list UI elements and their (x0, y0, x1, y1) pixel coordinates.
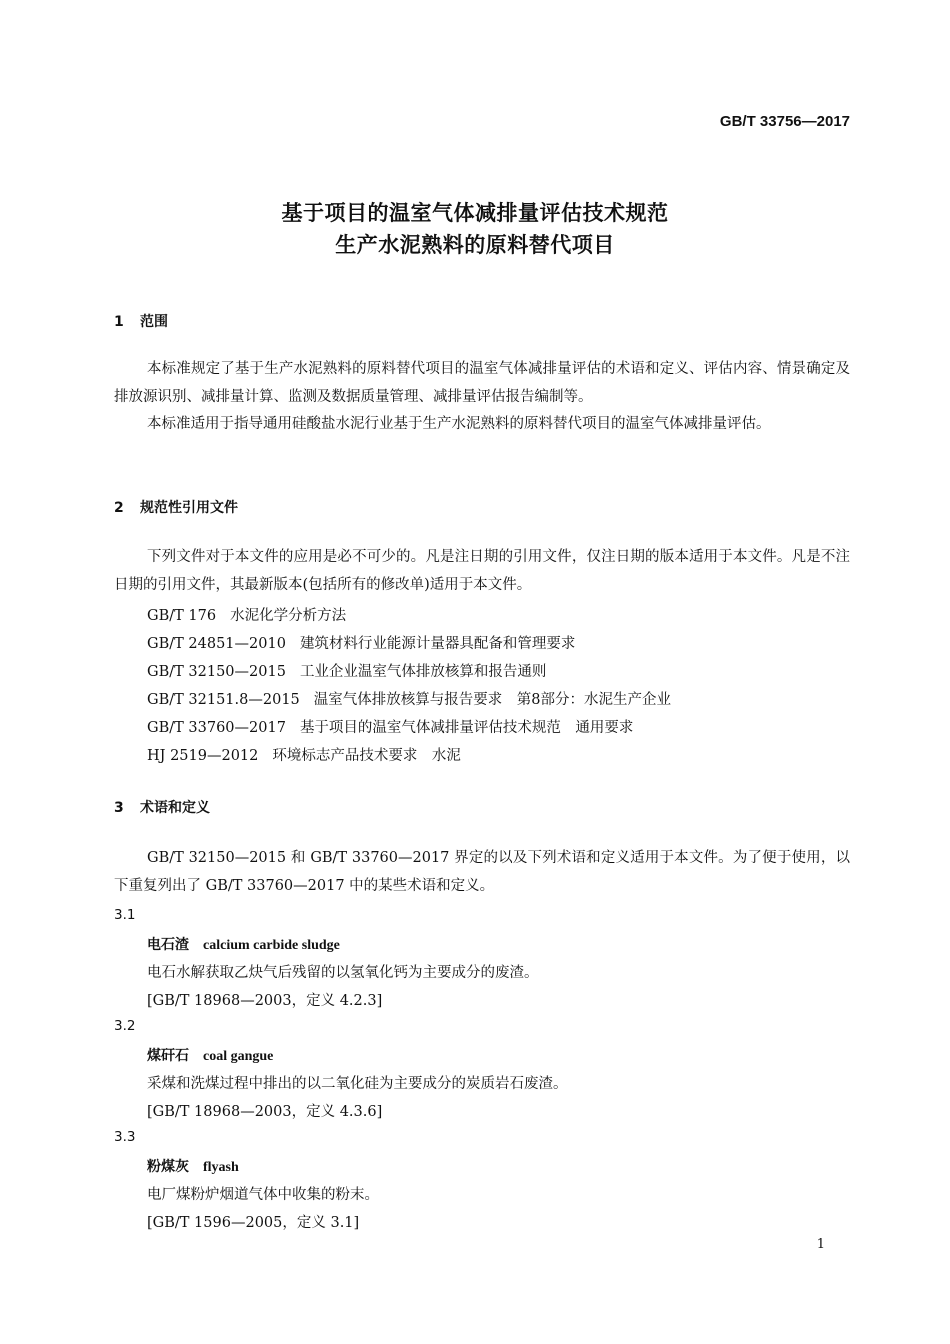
term-number: 3.2 (114, 1018, 136, 1034)
reference-item (147, 660, 546, 681)
reference-item (147, 688, 671, 709)
standard-code: GB/T 33756—2017 (719, 113, 850, 130)
page-number: 1 (816, 1237, 825, 1252)
term-source: [GB/T 18968—2003，定义 4.2.3] (147, 993, 383, 1009)
section-2-paragraph-1: 下列文件对于本文件的应用是必不可少的。凡是注日期的引用文件，仅注日期的版本适用于本文件。凡是不注日期的引用文件，其最新版本(包括所有的修改单)适用于本文件。 (114, 549, 850, 593)
term-english: flyash (203, 1160, 239, 1175)
reference-title: 基于项目的温室气体减排量评估技术规范 通用要求 (299, 720, 634, 736)
reference-title: 温室气体排放核算与报告要求 第8部分：水泥生产企业 (313, 692, 672, 708)
reference-code: HJ 2519—2012 (147, 748, 259, 764)
term-definition: 电石水解获取乙炔气后残留的以氢氧化钙为主要成分的废渣。 (147, 965, 539, 981)
reference-code: GB/T 176 (147, 608, 217, 624)
term-heading (147, 1156, 239, 1176)
term-chinese: 电石渣 (147, 937, 189, 953)
reference-code: GB/T 32151.8—2015 (147, 692, 300, 708)
section-title: 术语和定义 (140, 800, 210, 816)
reference-item (147, 604, 346, 625)
term-heading (147, 934, 340, 954)
term-source: [GB/T 18968—2003，定义 4.3.6] (147, 1104, 383, 1120)
term-number: 3.3 (114, 1129, 136, 1145)
term-definition: 电厂煤粉炉烟道气体中收集的粉末。 (147, 1187, 379, 1203)
term-chinese: 煤矸石 (147, 1048, 189, 1064)
term-source: [GB/T 1596—2005，定义 3.1] (147, 1215, 360, 1231)
section-number: 2 (114, 500, 124, 516)
term-number: 3.1 (114, 907, 136, 923)
section-title: 规范性引用文件 (140, 500, 238, 516)
term-english: calcium carbide sludge (203, 938, 340, 953)
section-1-paragraph-2: 本标准适用于指导通用硅酸盐水泥行业基于生产水泥熟料的原料替代项目的温室气体减排量评估。 (147, 416, 771, 432)
section-number: 1 (114, 314, 124, 330)
reference-code: GB/T 33760—2017 (147, 720, 286, 736)
section-number: 3 (114, 800, 124, 816)
section-1-heading (114, 311, 168, 331)
section-3-paragraph-1: GB/T 32150—2015 和 GB/T 33760—2017 界定的以及下列术语和定义适用于本文件。为了便于使用，以下重复列出了 GB/T 33760—2017 中的某些术语和定义。 (114, 850, 850, 894)
term-heading (147, 1045, 273, 1065)
reference-title: 环境标志产品技术要求 水泥 (272, 748, 461, 764)
reference-title: 工业企业温室气体排放核算和报告通则 (299, 664, 547, 680)
term-chinese: 粉煤灰 (147, 1159, 189, 1175)
reference-item (147, 632, 575, 653)
document-subtitle: 生产水泥熟料的原料替代项目 (335, 233, 615, 257)
document-title: 基于项目的温室气体减排量评估技术规范 (281, 201, 669, 225)
reference-item (147, 716, 633, 737)
reference-title: 建筑材料行业能源计量器具配备和管理要求 (299, 636, 576, 652)
reference-item (147, 744, 461, 765)
reference-code: GB/T 32150—2015 (147, 664, 286, 680)
reference-code: GB/T 24851—2010 (147, 636, 286, 652)
section-1-paragraph-1: 本标准规定了基于生产水泥熟料的原料替代项目的温室气体减排量评估的术语和定义、评估内容、情景确定及排放源识别、减排量计算、监测及数据质量管理、减排量评估报告编制等。 (114, 361, 850, 405)
section-3-heading (114, 797, 210, 817)
term-english: coal gangue (203, 1049, 274, 1064)
section-title: 范围 (140, 314, 168, 330)
section-2-heading (114, 497, 238, 517)
reference-title: 水泥化学分析方法 (230, 608, 347, 624)
term-definition: 采煤和洗煤过程中排出的以二氧化硅为主要成分的炭质岩石废渣。 (147, 1076, 568, 1092)
